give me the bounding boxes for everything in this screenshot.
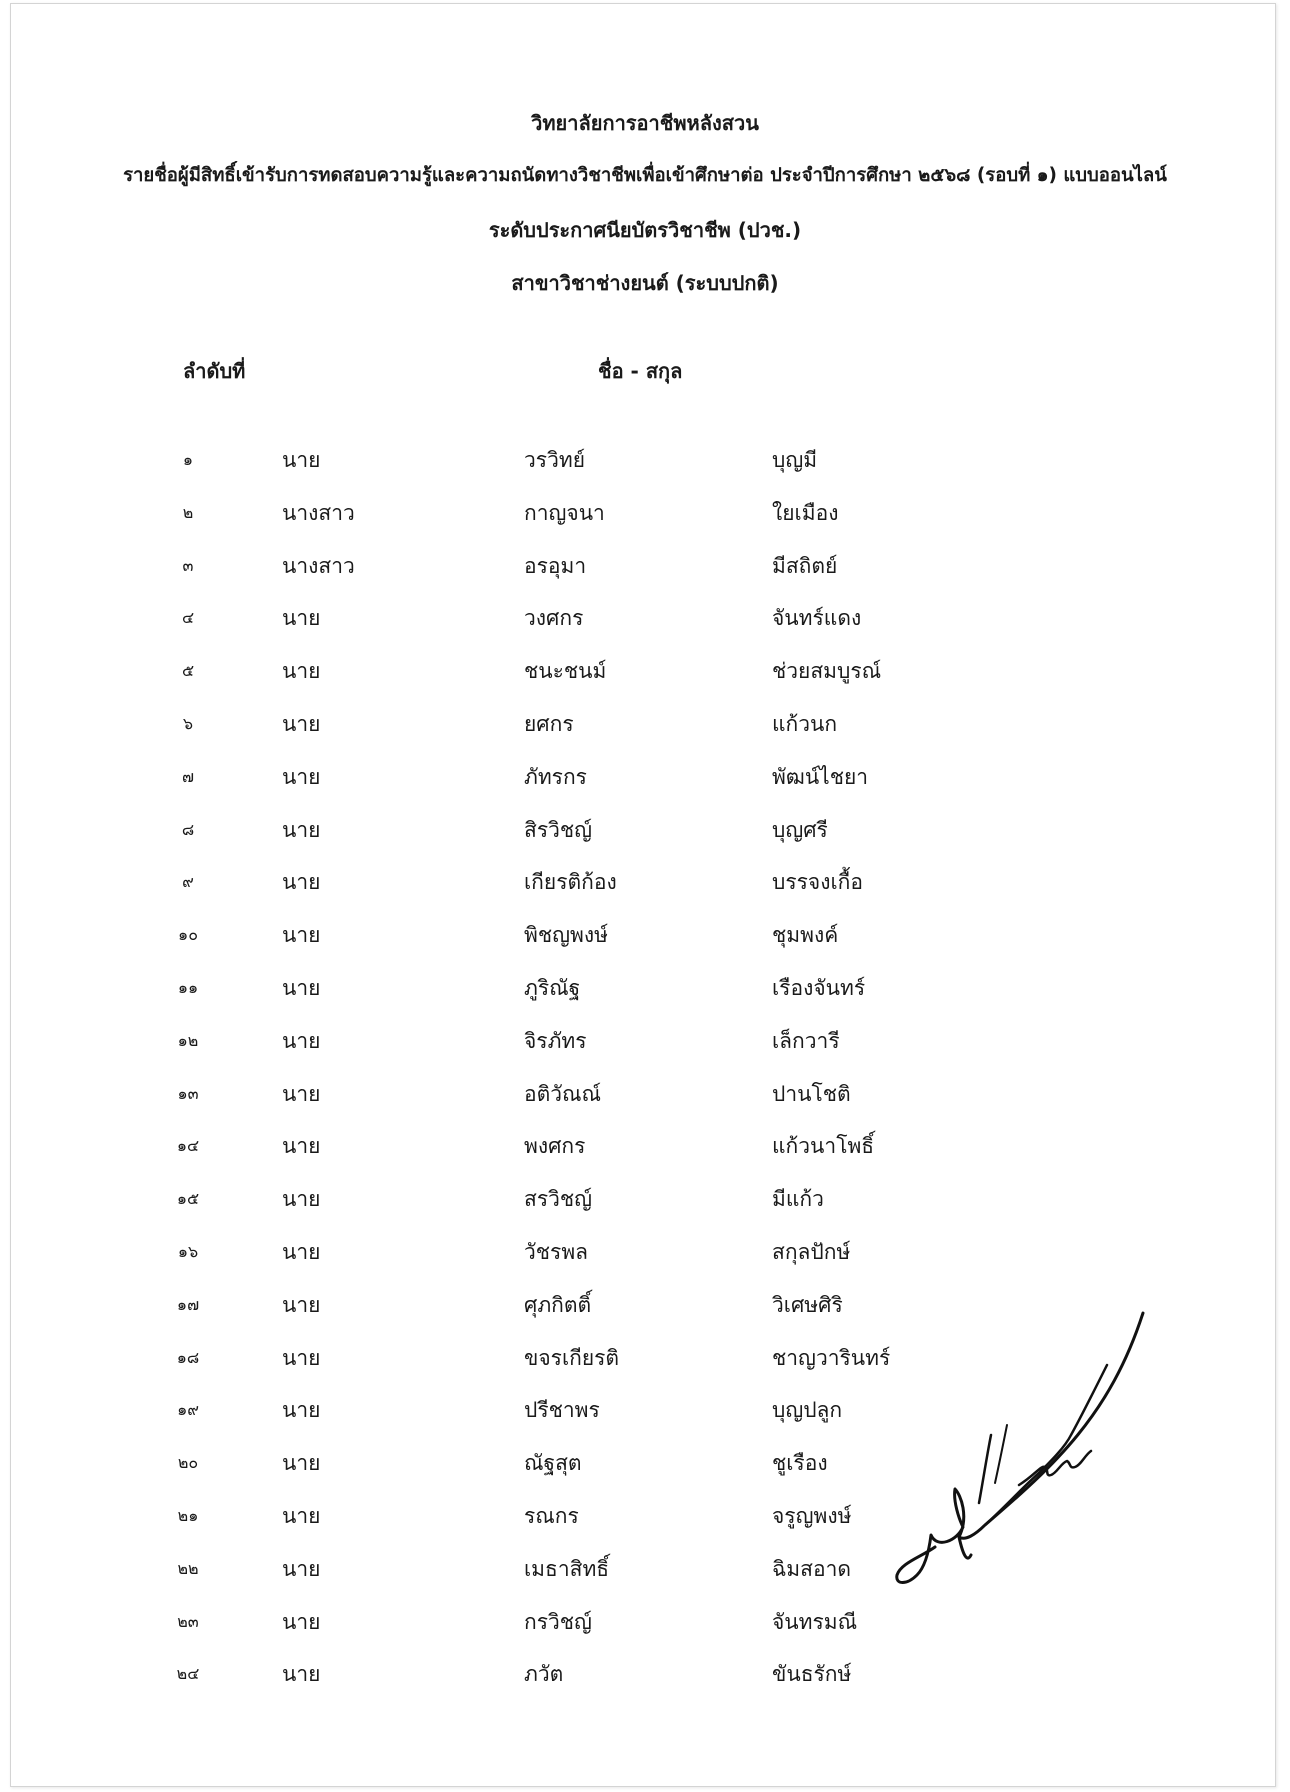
first-name: สรวิชญ์	[524, 1187, 593, 1212]
last-name: แก้วนาโพธิ์	[772, 1134, 875, 1159]
last-name: ฉิมสอาด	[772, 1556, 852, 1581]
table-row	[0, 973, 1290, 1003]
last-name: ช่วยสมบูรณ์	[772, 659, 882, 684]
last-name: ชุมพงค์	[772, 923, 839, 948]
first-name: เมธาสิทธิ์	[524, 1556, 610, 1581]
name-title: นาย	[282, 1398, 321, 1423]
first-name: เกียรติก้อง	[524, 870, 617, 895]
row-number: ๑๘	[176, 1347, 200, 1367]
name-title: นาย	[282, 1292, 321, 1317]
first-name: กรวิชญ์	[524, 1609, 592, 1634]
table-row	[0, 762, 1290, 792]
last-name: บุญปลูก	[772, 1398, 843, 1423]
row-number: ๑๔	[176, 1136, 200, 1156]
name-title: นาย	[282, 1556, 321, 1581]
last-name: จันทร์แดง	[772, 606, 862, 631]
name-title: นาย	[282, 923, 321, 948]
column-header-name: ชื่อ - สกุล	[598, 359, 683, 383]
last-name: บุญศรี	[772, 817, 828, 842]
last-name: มีแก้ว	[772, 1187, 824, 1212]
last-name: เรืองจันทร์	[772, 976, 866, 1000]
name-title: นาย	[282, 659, 321, 684]
first-name: วัชรพล	[524, 1240, 589, 1264]
table-row	[0, 498, 1290, 528]
row-number: ๑	[182, 450, 194, 469]
row-number: ๒๐	[177, 1453, 199, 1473]
row-number: ๒๔	[176, 1664, 200, 1684]
table-row	[0, 709, 1290, 739]
table-row	[0, 1026, 1290, 1056]
name-title: นาย	[282, 606, 321, 631]
signature-image	[895, 1305, 1155, 1725]
last-name: วิเศษศิริ	[772, 1292, 843, 1317]
first-name: กาญจนา	[524, 500, 605, 525]
row-number: ๕	[181, 661, 195, 681]
first-name: ภูริณัฐ	[524, 976, 581, 1000]
row-number: ๑๙	[177, 1400, 199, 1420]
row-number: ๒๒	[177, 1558, 199, 1578]
first-name: อรอุมา	[524, 553, 587, 578]
table-row	[0, 1237, 1290, 1267]
name-title: นาย	[282, 448, 321, 472]
program-level: ระดับประกาศนียบัตรวิชาชีพ (ปวช.)	[488, 218, 802, 242]
name-title: นาย	[282, 1451, 321, 1476]
table-row	[0, 1079, 1290, 1109]
name-title: นาย	[282, 1504, 321, 1528]
last-name: ชูเรือง	[772, 1451, 828, 1476]
table-row	[0, 815, 1290, 845]
last-name: สกุลปักษ์	[772, 1240, 851, 1264]
last-name: จรูญพงษ์	[772, 1504, 852, 1528]
college-name: วิทยาลัยการอาชีพหลังสวน	[531, 111, 759, 135]
name-title: นาย	[282, 976, 321, 1000]
name-title: นาย	[282, 764, 321, 789]
first-name: ภวัต	[524, 1662, 564, 1687]
last-name: แก้วนก	[772, 712, 838, 736]
first-name: ศุภกิตติ์	[524, 1292, 592, 1317]
table-row	[0, 603, 1290, 633]
name-title: นาย	[282, 817, 321, 842]
name-title: นางสาว	[282, 553, 355, 578]
table-row	[0, 656, 1290, 686]
first-name: ชนะชนม์	[524, 659, 607, 684]
last-name: ขันธรักษ์	[772, 1662, 852, 1687]
last-name: บุญมี	[772, 448, 818, 472]
row-number: ๘	[181, 819, 195, 839]
table-row	[0, 1131, 1290, 1161]
row-number: ๓	[182, 555, 194, 575]
first-name: ปรีชาพร	[524, 1398, 600, 1423]
name-title: นาย	[282, 1240, 321, 1264]
name-title: นาย	[282, 1609, 321, 1634]
name-title: นาย	[282, 1345, 321, 1370]
table-row	[0, 445, 1290, 475]
first-name: ขจรเกียรติ	[524, 1345, 620, 1370]
row-number: ๑๕	[176, 1189, 200, 1209]
row-number: ๑๗	[176, 1294, 200, 1314]
row-number: ๒	[182, 502, 194, 522]
first-name: ภัทรกร	[524, 764, 587, 789]
name-title: นาย	[282, 870, 321, 895]
first-name: วงศกร	[524, 606, 584, 631]
row-number: ๑๐	[178, 925, 198, 945]
row-number: ๗	[181, 766, 195, 786]
last-name: ชาญวารินทร์	[772, 1345, 891, 1370]
row-number: ๔	[181, 608, 195, 628]
column-header-no: ลำดับที่	[183, 359, 246, 383]
row-number: ๑๖	[177, 1242, 199, 1261]
first-name: วรวิทย์	[524, 448, 586, 472]
first-name: ยศกร	[524, 712, 574, 736]
row-number: ๒๓	[177, 1611, 199, 1631]
name-title: นาย	[282, 1187, 321, 1212]
last-name: พัฒน์ไชยา	[772, 764, 869, 789]
name-title: นางสาว	[282, 500, 355, 525]
name-title: นาย	[282, 1028, 321, 1053]
last-name: จันทรมณี	[772, 1609, 858, 1634]
name-title: นาย	[282, 1081, 321, 1106]
row-number: ๑๓	[177, 1083, 199, 1103]
table-row	[0, 551, 1290, 581]
last-name: เล็กวารี	[772, 1028, 840, 1053]
department-name: สาขาวิชาช่างยนต์ (ระบบปกติ)	[511, 271, 779, 295]
row-number: ๖	[182, 714, 194, 733]
table-row	[0, 1184, 1290, 1214]
first-name: พงศกร	[524, 1134, 586, 1159]
first-name: รณกร	[524, 1504, 579, 1528]
table-row	[0, 867, 1290, 897]
announcement-title: รายชื่อผู้มีสิทธิ์เข้ารับการทดสอบความรู้และความถนัดทางวิชาชีพเพื่อเข้าศึกษาต่อ ประจำปีการศึกษา ๒๕๖๘ (รอบที่ ๑) แบบออนไลน์	[123, 165, 1167, 186]
first-name: อติวัณณ์	[524, 1081, 602, 1106]
first-name: ณัฐสุต	[524, 1451, 582, 1476]
table-row	[0, 920, 1290, 950]
last-name: ใยเมือง	[772, 500, 839, 525]
row-number: ๙	[182, 872, 194, 892]
last-name: ปานโชติ	[772, 1081, 851, 1106]
name-title: นาย	[282, 1662, 321, 1687]
last-name: บรรจงเกื้อ	[772, 870, 863, 895]
row-number: ๑๒	[177, 1030, 199, 1050]
last-name: มีสถิตย์	[772, 553, 838, 578]
first-name: สิรวิชญ์	[524, 817, 593, 842]
name-title: นาย	[282, 1134, 321, 1159]
first-name: จิรภัทร	[524, 1028, 587, 1053]
row-number: ๒๑	[177, 1506, 199, 1525]
row-number: ๑๑	[177, 978, 199, 997]
first-name: พิชญพงษ์	[524, 923, 608, 948]
name-title: นาย	[282, 712, 321, 736]
